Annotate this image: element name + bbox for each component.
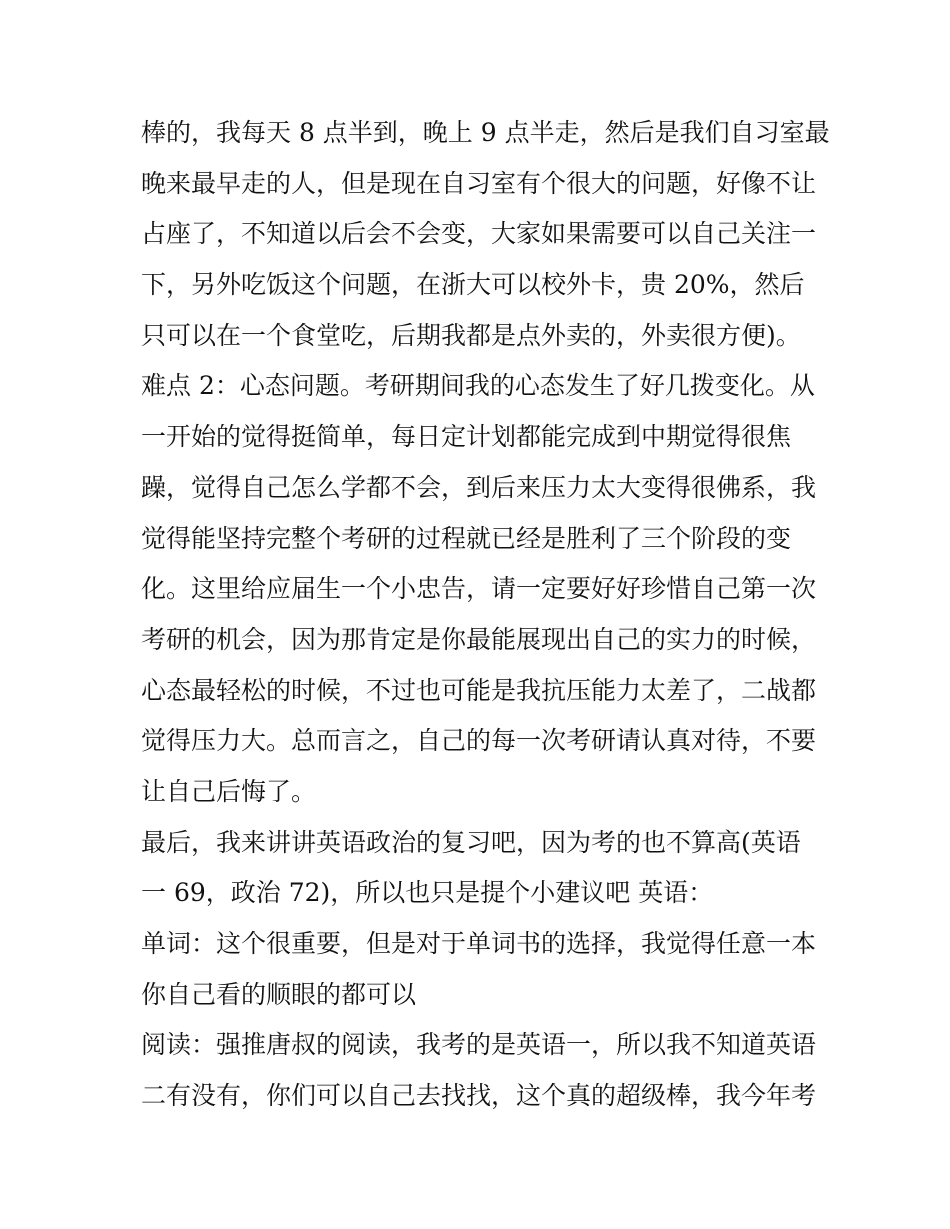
text-line: 棒的，我每天 8 点半到，晚上 9 点半走，然后是我们自习室最 <box>141 118 830 147</box>
text-line: 难点 2：心态问题。考研期间我的心态发生了好几拨变化。从 <box>141 371 815 401</box>
text-line: 一开始的觉得挺简单，每日定计划都能完成到中期觉得很焦 <box>141 422 792 452</box>
body-text <box>141 108 830 1122</box>
text-line: 躁，觉得自己怎么学都不会，到后来压力太大变得很佛系，我 <box>141 472 817 502</box>
text-line: 晚来最早走的人，但是现在自习室有个很大的问题，好像不让 <box>141 168 817 198</box>
text-line: 最后，我来讲讲英语政治的复习吧，因为考的也不算高(英语 <box>141 827 801 857</box>
text-line: 觉得压力大。总而言之，自己的每一次考研请认真对待，不要 <box>141 726 817 756</box>
text-line: 觉得能坚持完整个考研的过程就已经是胜利了三个阶段的变 <box>141 523 792 553</box>
text-line: 让自己后悔了。 <box>141 776 317 806</box>
text-line: 只可以在一个食堂吃，后期我都是点外卖的，外卖很方便)。 <box>141 320 801 350</box>
text-line: 心态最轻松的时候，不过也可能是我抗压能力太差了，二战都 <box>141 675 817 705</box>
text-line: 考研的机会，因为那肯定是你最能展现出自己的实力的时候， <box>141 624 817 654</box>
text-line: 单词：这个很重要，但是对于单词书的选择，我觉得任意一本 <box>141 929 817 958</box>
text-line: 你自己看的顺眼的都可以 <box>141 979 417 1009</box>
text-line: 下，另外吃饭这个问题，在浙大可以校外卡，贵 20%，然后 <box>141 270 805 300</box>
text-line: 阅读：强推唐叔的阅读，我考的是英语一，所以我不知道英语 <box>141 1030 817 1060</box>
text-line: 一 69，政治 72)，所以也只是提个小建议吧 英语： <box>141 878 714 908</box>
text-line: 化。这里给应届生一个小忠告，请一定要好好珍惜自己第一次 <box>141 574 817 604</box>
text-line: 占座了，不知道以后会不会变，大家如果需要可以自己关注一 <box>141 219 817 249</box>
text-line: 二有没有，你们可以自己去找找，这个真的超级棒，我今年考 <box>141 1081 817 1111</box>
